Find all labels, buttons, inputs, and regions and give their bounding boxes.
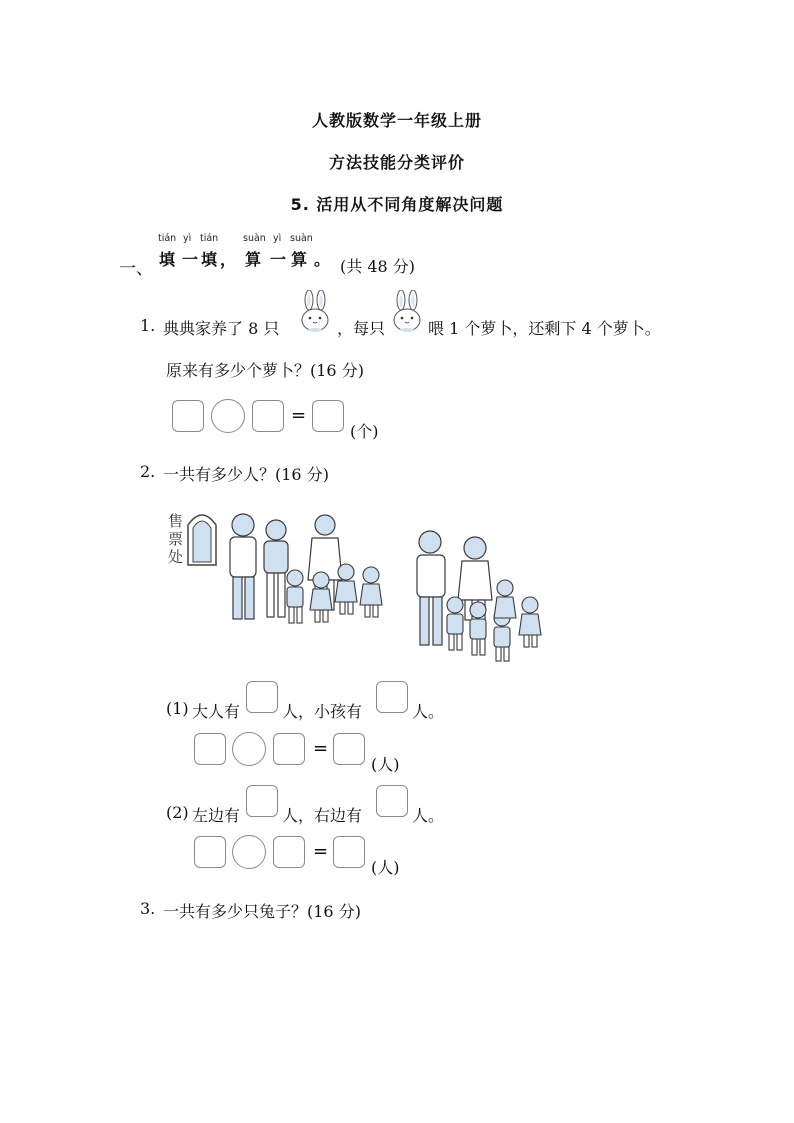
- heading-char-5: 算: [245, 250, 262, 269]
- pinyin-6: suàn: [290, 233, 313, 244]
- answer-box[interactable]: [273, 733, 305, 765]
- q2-question: 一共有多少人？(16 分): [163, 465, 329, 484]
- unit-label: (个): [350, 422, 379, 441]
- people-illustration: [160, 500, 555, 680]
- result-box[interactable]: [333, 733, 365, 765]
- q1-text-a: 典典家养了 8 只: [163, 319, 280, 338]
- section-title: 5. 活用从不同角度解决问题: [290, 195, 504, 214]
- booth-char: 处: [168, 548, 184, 566]
- heading-char-7: 算: [291, 250, 308, 269]
- answer-box[interactable]: [194, 733, 226, 765]
- heading-char-8: 。: [314, 250, 331, 269]
- q1-text-b: ，每只: [337, 319, 386, 338]
- section-score: (共 48 分): [340, 257, 416, 276]
- fill-box-children[interactable]: [376, 681, 408, 713]
- pinyin-5: yì: [273, 233, 282, 244]
- fill-box-left[interactable]: [246, 785, 278, 817]
- page-subtitle: 方法技能分类评价: [328, 153, 465, 172]
- q3-question: 一共有多少只兔子？(16 分): [163, 902, 361, 921]
- result-box[interactable]: [312, 400, 344, 432]
- operator-circle[interactable]: [232, 835, 266, 869]
- q1-question: 原来有多少个萝卜？(16 分): [166, 361, 364, 380]
- booth-char: 票: [168, 530, 184, 548]
- q2-sub2-label: (2): [166, 803, 189, 822]
- q1-text-c: 喂 1 个萝卜，还剩下 4 个萝卜。: [428, 319, 661, 338]
- q2-sub1-text-a: 大人有: [192, 702, 241, 721]
- q2-sub1-text-b: 人，小孩有: [282, 702, 363, 721]
- answer-box[interactable]: [273, 836, 305, 868]
- pinyin-1: tián: [158, 233, 177, 244]
- page-title: 人教版数学一年级上册: [311, 111, 482, 130]
- operator-circle[interactable]: [211, 399, 245, 433]
- heading-char-1: 填: [159, 250, 176, 269]
- booth-char: 售: [168, 512, 184, 530]
- q2-sub2-text-a: 左边有: [192, 806, 241, 825]
- pinyin-2: yì: [183, 233, 192, 244]
- equals-sign: =: [313, 738, 329, 759]
- result-box[interactable]: [333, 836, 365, 868]
- heading-char-3: 填: [201, 250, 218, 269]
- rabbit-icon: [388, 290, 426, 332]
- answer-box[interactable]: [172, 400, 204, 432]
- equals-sign: =: [291, 405, 307, 426]
- q2-sub2-text-b: 人，右边有: [282, 806, 363, 825]
- equals-sign: =: [313, 841, 329, 862]
- q3-number: 3.: [140, 899, 156, 918]
- fill-box-adults[interactable]: [246, 681, 278, 713]
- q2-sub1-label: (1): [166, 699, 189, 718]
- answer-box[interactable]: [194, 836, 226, 868]
- unit-label: (人): [371, 755, 400, 774]
- heading-char-4: ，: [220, 250, 237, 269]
- q2-sub2-text-c: 人。: [412, 806, 445, 825]
- section-number: 一、: [119, 259, 153, 279]
- q2-number: 2.: [140, 462, 156, 481]
- ticket-booth-sign: [168, 512, 184, 566]
- pinyin-3: tián: [200, 233, 219, 244]
- fill-box-right[interactable]: [376, 785, 408, 817]
- answer-box[interactable]: [252, 400, 284, 432]
- pinyin-4: suàn: [243, 233, 266, 244]
- q2-sub1-text-c: 人。: [412, 702, 445, 721]
- heading-char-2: 一: [182, 250, 199, 269]
- rabbit-icon: [296, 290, 334, 332]
- q1-number: 1.: [140, 316, 156, 335]
- unit-label: (人): [371, 858, 400, 877]
- heading-char-6: 一: [270, 250, 287, 269]
- operator-circle[interactable]: [232, 732, 266, 766]
